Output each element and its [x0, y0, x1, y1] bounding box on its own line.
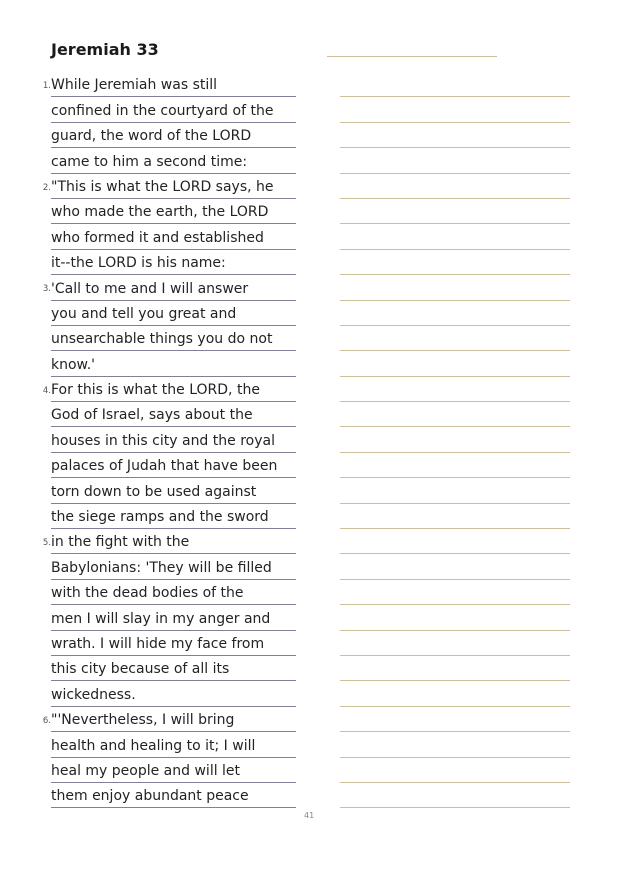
verse-number: 2.: [42, 182, 51, 193]
text-line: [40, 148, 296, 173]
text-line: [40, 402, 296, 427]
text-line: [40, 351, 296, 376]
blank-writing-line: [340, 301, 570, 326]
verse-text: who formed it and established: [51, 227, 296, 250]
handwriting-practice-column: [340, 72, 570, 808]
page-title: Jeremiah 33: [51, 40, 159, 59]
blank-writing-line: [340, 97, 570, 122]
verse-text: torn down to be used against: [51, 481, 296, 504]
text-line: [40, 478, 296, 503]
verse-number: 1.: [42, 81, 51, 91]
blank-writing-line: [340, 631, 570, 656]
text-line: [40, 72, 296, 97]
text-line: [40, 275, 296, 300]
verse-text: them enjoy abundant peace: [51, 785, 296, 808]
text-line: [40, 250, 296, 275]
verse-text: confined in the courtyard of the: [51, 100, 296, 123]
scripture-text-column: [40, 72, 296, 808]
verse-text: know.': [51, 354, 296, 377]
blank-writing-line: [340, 275, 570, 300]
text-line: [40, 631, 296, 656]
verse-text: 'Call to me and I will answer: [51, 278, 296, 301]
blank-writing-line: [340, 732, 570, 757]
blank-writing-line: [340, 250, 570, 275]
text-line: [40, 301, 296, 326]
verse-text: men I will slay in my anger and: [51, 608, 296, 631]
blank-writing-line: [340, 72, 570, 97]
verse-number: 6.: [42, 715, 51, 726]
text-line: [40, 732, 296, 757]
text-line: [40, 529, 296, 554]
verse-text: unsearchable things you do not: [51, 328, 296, 351]
blank-writing-line: [340, 174, 570, 199]
text-line: [40, 97, 296, 122]
blank-writing-line: [340, 758, 570, 783]
text-line: [40, 656, 296, 681]
verse-text: it--the LORD is his name:: [51, 252, 296, 275]
verse-text: While Jeremiah was still: [51, 74, 296, 97]
blank-writing-line: [340, 707, 570, 732]
blank-writing-line: [340, 504, 570, 529]
blank-writing-line: [340, 326, 570, 351]
blank-writing-line: [340, 453, 570, 478]
blank-writing-line: [340, 351, 570, 376]
verse-text: with the dead bodies of the: [51, 582, 296, 605]
verse-text: this city because of all its: [51, 658, 296, 681]
verse-text: heal my people and will let: [51, 760, 296, 783]
verse-text: you and tell you great and: [51, 303, 296, 326]
text-line: [40, 605, 296, 630]
text-line: [40, 377, 296, 402]
verse-text: "'Nevertheless, I will bring: [51, 709, 296, 732]
verse-text: "This is what the LORD says, he: [51, 176, 296, 199]
text-line: [40, 174, 296, 199]
text-line: [40, 504, 296, 529]
blank-writing-line: [340, 580, 570, 605]
text-line: [40, 427, 296, 452]
text-line: [40, 580, 296, 605]
verse-text: Babylonians: 'They will be filled: [51, 557, 296, 580]
text-line: [40, 758, 296, 783]
name-writing-line: [327, 56, 497, 57]
text-line: [40, 707, 296, 732]
blank-writing-line: [340, 783, 570, 808]
blank-writing-line: [340, 656, 570, 681]
text-line: [40, 224, 296, 249]
text-line: [40, 783, 296, 808]
verse-text: came to him a second time:: [51, 151, 296, 174]
verse-text: palaces of Judah that have been: [51, 455, 296, 478]
verse-text: God of Israel, says about the: [51, 404, 296, 427]
blank-writing-line: [340, 377, 570, 402]
blank-writing-line: [340, 605, 570, 630]
verse-text: in the fight with the: [51, 531, 296, 554]
verse-number: 5.: [42, 538, 51, 549]
verse-text: wickedness.: [51, 684, 296, 707]
blank-writing-line: [340, 427, 570, 452]
blank-writing-line: [340, 224, 570, 249]
blank-writing-line: [340, 402, 570, 427]
verse-number: 3.: [42, 284, 51, 295]
text-line: [40, 453, 296, 478]
page-number: 41: [304, 811, 315, 820]
blank-writing-line: [340, 199, 570, 224]
verse-text: who made the earth, the LORD: [51, 201, 296, 224]
verse-number: 4.: [42, 385, 51, 396]
verse-text: health and healing to it; I will: [51, 735, 296, 758]
blank-writing-line: [340, 148, 570, 173]
text-line: [40, 326, 296, 351]
blank-writing-line: [340, 681, 570, 706]
text-line: [40, 554, 296, 579]
text-line: [40, 123, 296, 148]
verse-text: For this is what the LORD, the: [51, 379, 296, 402]
verse-text: guard, the word of the LORD: [51, 125, 296, 148]
text-line: [40, 681, 296, 706]
verse-text: houses in this city and the royal: [51, 430, 296, 453]
text-line: [40, 199, 296, 224]
blank-writing-line: [340, 554, 570, 579]
blank-writing-line: [340, 478, 570, 503]
verse-text: the siege ramps and the sword: [51, 506, 296, 529]
blank-writing-line: [340, 123, 570, 148]
blank-writing-line: [340, 529, 570, 554]
verse-text: wrath. I will hide my face from: [51, 633, 296, 656]
